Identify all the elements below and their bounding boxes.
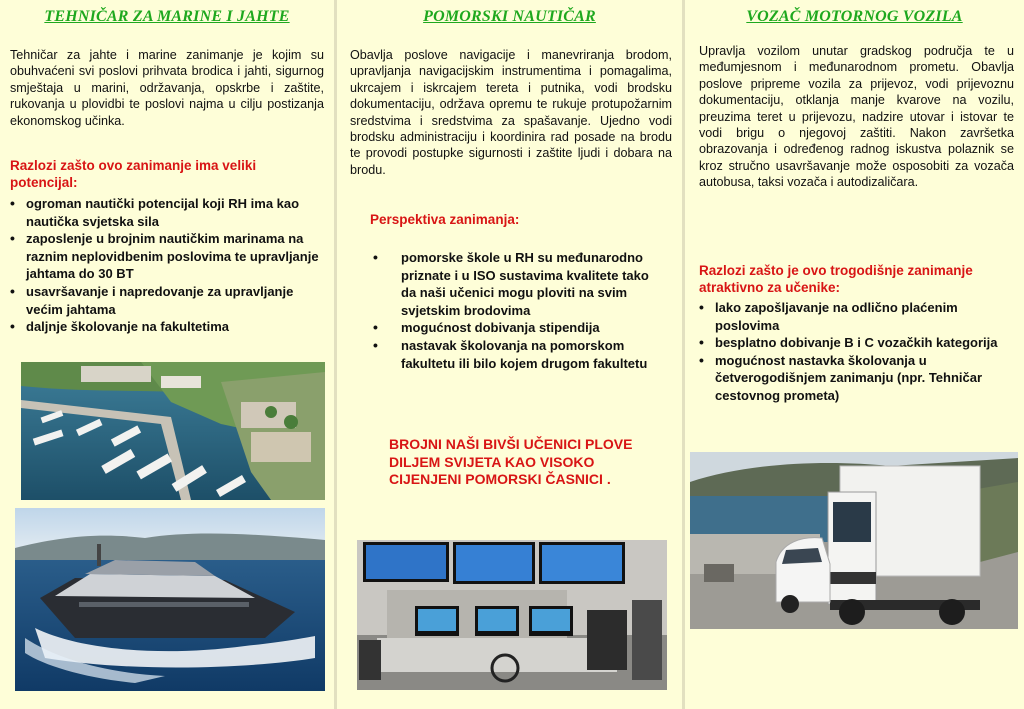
panel-maritime-navigator: [337, 0, 682, 709]
panel-title: POMORSKI NAUTIČAR: [423, 8, 596, 25]
list-item: • zaposlenje u brojnim nautičkim marinama na raznim neplovidbenim poslovima te upravljanje jahtama do 30 BT: [8, 230, 326, 283]
list-item: • besplatno dobivanje B i C vozačkih kategorija: [697, 334, 1017, 352]
marina-photo: [21, 362, 325, 500]
list-item: • daljnje školovanje na fakultetima: [8, 318, 326, 336]
list-item: • nastavak školovanja na pomorskom fakultetu ili bilo kojem drugom fakultetu: [365, 337, 665, 372]
panel-motor-vehicle-driver: [685, 0, 1024, 709]
bullet-list: [8, 195, 326, 336]
panel-yacht-technician: [0, 0, 334, 709]
simulator-photo: [357, 540, 667, 690]
truck-photo: [690, 452, 1018, 629]
panel-heading: Razlozi zašto je ovo trogodišnje zanimanje atraktivno za učenike:: [699, 263, 973, 295]
list-item: • mogućnost dobivanja stipendija: [365, 319, 665, 337]
alumni-callout: BROJNI NAŠI BIVŠI UČENICI PLOVE DILJEM SVIJETA KAO VISOKO CIJENJENI POMORSKI ČASNICI .: [389, 436, 633, 487]
bullet-list: [365, 249, 665, 372]
panel-intro: Upravlja vozilom unutar gradskog područja te u međumjesnom i međunarodnom prometu. Obavlja poslove pripreme vozila za prijevoz, vodi prijevoznu dokumentaciju, otklanja manje kvarove na vozilu, preuzima teret u prijevozu, nadzire utovar i istovar te vodi brigu o njegovoj zaštiti. Nakon završetka obrazovanja i određenog radnog iskustva polaznik se kroz stručno usavršavanje može osposobiti za vozača autobusa, taksi vozača i autodizaličara.: [699, 44, 1014, 190]
list-item: • mogućnost nastavka školovanja u četverogodišnjem zanimanju (npr. Tehničar cestovnog prometa): [697, 352, 1017, 405]
panel-title: TEHNIČAR ZA MARINE I JAHTE: [44, 8, 290, 25]
list-item: • lako zapošljavanje na odlično plaćenim poslovima: [697, 299, 1017, 334]
panel-heading: Razlozi zašto ovo zanimanje ima veliki potencijal:: [10, 158, 257, 190]
list-item: • pomorske škole u RH su međunarodno priznate i u ISO sustavima kvalitete tako da naši učenici mogu ploviti na svim svjetskim brodovima: [365, 249, 665, 319]
list-item: • usavršavanje i napredovanje za upravljanje većim jahtama: [8, 283, 326, 318]
panel-title: VOZAČ MOTORNOG VOZILA: [746, 8, 963, 25]
yacht-photo: [15, 508, 325, 691]
panel-heading: Perspektiva zanimanja:: [370, 212, 520, 227]
panel-intro: Obavlja poslove navigacije i manevriranja brodom, upravljanja navigacijskim instrumentima i pomagalima, ukrcajem i iskrcajem tereta i putnika, vodi brodsku dokumentaciju, održava opremu te rukuje protupožarnim sredstvima i sredstvima za spašavanje. Ujedno vodi brodsku administraciju i koordinira rad posade na brodu te provodi postupke sigurnosti i zaštite ljudi i dobara na brodu.: [350, 48, 672, 177]
list-item: • ogroman nautički potencijal koji RH ima kao nautička svjetska sila: [8, 195, 326, 230]
panel-intro: Tehničar za jahte i marine zanimanje je kojim su obuhvaćeni svi poslovi prihvata brodica i jahti, sigurnog smještaja u marini, održavanja, opskrbe i zaštite, rukovanja u plovidbi te poslovi najma u cilju postizanja ekonomskog učinka.: [10, 48, 324, 128]
bullet-list: [697, 299, 1017, 405]
